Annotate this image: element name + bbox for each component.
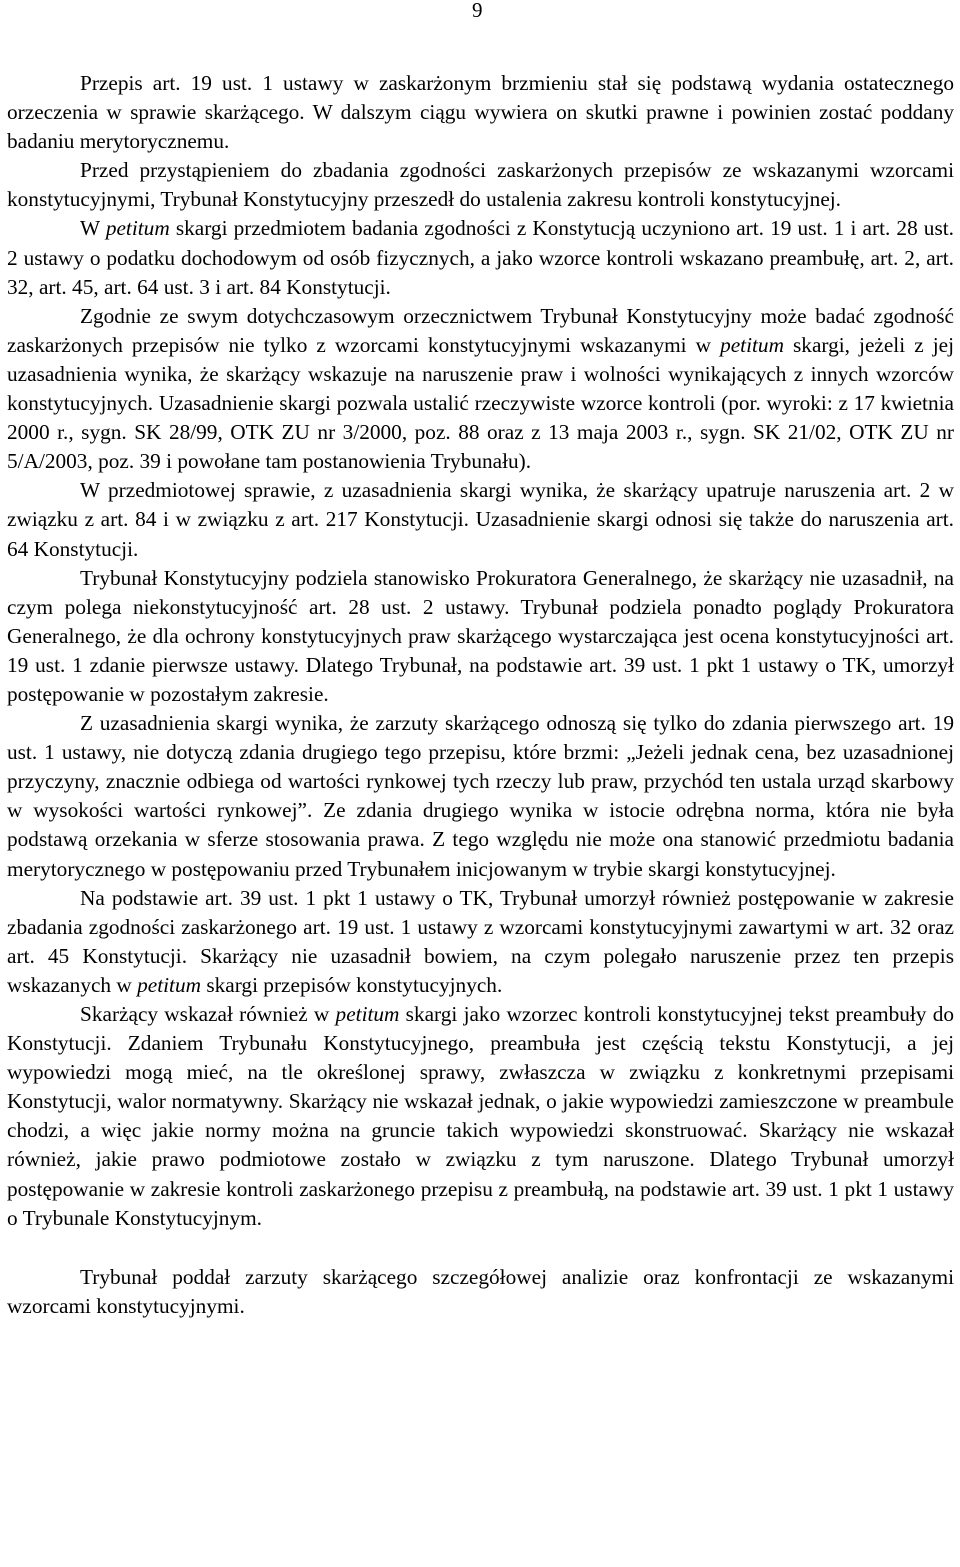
paragraph: Trybunał Konstytucyjny podziela stanowisko Prokuratora Generalnego, że skarżący nie uzasadnił, na czym polega niekonstytucyjność art. 28 ust. 2 ustawy. Trybunał podziela ponadto poglądy Prokuratora Generalnego, że dla ochrony konstytucyjnych praw skarżącego wystarczająca jest ocena konstytucyjności art. 19 ust. 1 zdanie pierwsze ustawy. Dlatego Trybunał, na podstawie art. 39 ust. 1 pkt 1 ustawy o TK, umorzył postępowanie w pozostałym zakresie.	[7, 565, 954, 706]
latin-term: petitum	[720, 332, 784, 357]
paragraph: Na podstawie art. 39 ust. 1 pkt 1 ustawy o TK, Trybunał umorzył również postępowanie w zakresie zbadania zgodności zaskarżonego art. 19 ust. 1 ustawy z wzorcami konstytucyjnymi zawartymi w art. 32 oraz art. 45 Konstytucji. Skarżący nie uzasadnił bowiem, na czym polegało naruszenie przez ten przepis wskazanych w petitum skargi przepisów konstytucyjnych.	[7, 885, 954, 997]
document-body	[7, 69, 954, 1321]
latin-term: petitum	[137, 972, 201, 997]
latin-term: petitum	[335, 1002, 400, 1026]
paragraph: Trybunał poddał zarzuty skarżącego szczegółowej analizie oraz konfrontacji ze wskazanymi wzorcami konstytucyjnymi.	[7, 1264, 954, 1318]
paragraph: Przed przystąpieniem do zbadania zgodności zaskarżonych przepisów ze wskazanymi wzorcami konstytucyjnymi, Trybunał Konstytucyjny przeszedł do ustalenia zakresu kontroli konstytucyjnej.	[7, 158, 954, 212]
paragraph: Skarżący wskazał również w petitum skargi jako wzorzec kontroli konstytucyjnej tekst preambuły do Konstytucji. Zdaniem Trybunału Konstytucyjnego, preambuła jest częścią tekstu Konstytucji, a jej wypowiedzi mogą mieć, na tle określonej sprawy, zwłaszcza w związku z konkretnymi przepisami Konstytucji, walor normatywny. Skarżący nie wskazał jednak, o jakie wypowiedzi zamieszczone w preambule chodzi, a więc jakie normy można na gruncie takich wypowiedzi skonstruować. Skarżący nie wskazał również, jakie prawo podmiotowe zostało w związku z tym naruszone. Dlatego Trybunał umorzył postępowanie w zakresie kontroli zaskarżonego przepisu z preambułą, na podstawie art. 39 ust. 1 pkt 1 ustawy o Trybunale Konstytucyjnym.	[7, 1002, 954, 1230]
paragraph: Z uzasadnienia skargi wynika, że zarzuty skarżącego odnoszą się tylko do zdania pierwszego art. 19 ust. 1 ustawy, nie dotyczą zdania drugiego tego przepisu, które brzmi: „Jeżeli jednak cena, bez uzasadnionej przyczyny, znacznie odbiega od wartości rynkowej tych rzeczy lub praw, przychód ten ustala urząd skarbowy w wysokości wartości rynkowej”. Ze zdania drugiego wynika w istocie odrębna norma, która nie była podstawą orzekania w sferze stosowania prawa. Z tego względu nie może ona stanowić przedmiotu badania merytorycznego w postępowaniu przed Trybunałem inicjowanym w trybie skargi konstytucyjnej.	[7, 711, 954, 881]
latin-term: petitum	[105, 216, 170, 241]
page-number: 9	[472, 0, 483, 22]
paragraph: W przedmiotowej sprawie, z uzasadnienia skargi wynika, że skarżący upatruje naruszenia art. 2 w związku z art. 84 i w związku z art. 217 Konstytucji. Uzasadnienie skargi odnosi się także do naruszenia art. 64 Konstytucji.	[7, 478, 954, 561]
paragraph: Zgodnie ze swym dotychczasowym orzecznictwem Trybunał Konstytucyjny może badać zgodność zaskarżonych przepisów nie tylko z wzorcami konstytucyjnymi wskazanymi w petitum skargi, jeżeli z jej uzasadnienia wynika, że skarżący wskazuje na naruszenie praw i wolności wynikających z innych wzorców konstytucyjnych. Uzasadnienie skargi pozwala ustalić rzeczywiste wzorce kontroli (por. wyroki: z 17 kwietnia 2000 r., sygn. SK 28/99, OTK ZU nr 3/2000, poz. 88 oraz z 13 maja 2003 r., sygn. SK 21/02, OTK ZU nr 5/A/2003, poz. 39 i powołane tam postanowienia Trybunału).	[7, 303, 954, 474]
paragraph: Przepis art. 19 ust. 1 ustawy w zaskarżonym brzmieniu stał się podstawą wydania ostatecznego orzeczenia w sprawie skarżącego. W dalszym ciągu wywiera on skutki prawne i powinien zostać poddany badaniu merytorycznemu.	[7, 71, 954, 154]
paragraph: W petitum skargi przedmiotem badania zgodności z Konstytucją uczyniono art. 19 ust. 1 i art. 28 ust. 2 ustawy o podatku dochodowym od osób fizycznych, a jako wzorce kontroli wskazano preambułę, art. 2, art. 32, art. 45, art. 64 ust. 3 i art. 84 Konstytucji.	[7, 216, 954, 299]
